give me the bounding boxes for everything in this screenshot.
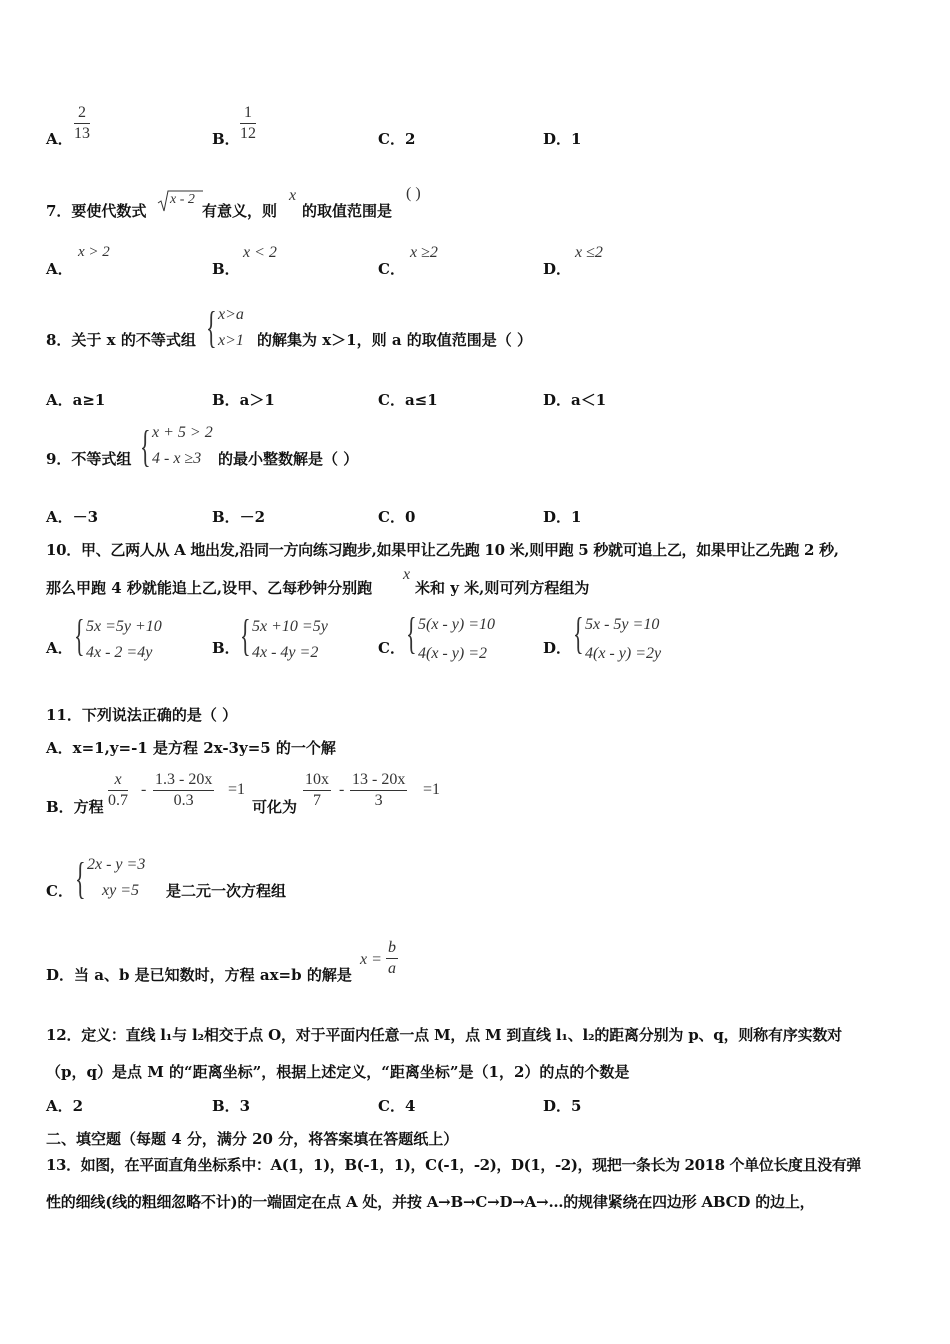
q8-system-line2: x>1 <box>218 332 244 349</box>
q9-system-line2: 4 - x ≥3 <box>152 450 202 467</box>
q7-option-d-expr: x ≤2 <box>575 244 603 261</box>
q8-suffix: 的解集为 x＞1，则 a 的取值范围是（ ） <box>257 331 532 349</box>
q7-option-c-expr: x ≥2 <box>410 244 438 261</box>
q10-d-line1: 5x - 5y =10 <box>585 616 660 633</box>
q9-option-b: B．－2 <box>212 508 266 526</box>
section-heading: 二、填空题（每题 4 分，满分 20 分，将答案填在答题纸上） <box>46 1130 459 1148</box>
q10-option-d-system <box>585 610 661 668</box>
q10-line2-b: 米和 y 米,则可列方程组为 <box>415 579 590 597</box>
q12-option-b: B．3 <box>212 1097 251 1115</box>
q10-c-line1: 5(x - y) =10 <box>418 616 495 633</box>
q8-system <box>218 302 244 354</box>
q11-c-line2: xy =5 <box>102 882 139 899</box>
q12-option-c: C．4 <box>378 1097 416 1115</box>
q10-option-c-system <box>418 610 495 668</box>
q11-title: 11．下列说法正确的是（ ） <box>46 706 238 724</box>
q11-c-system <box>87 852 145 904</box>
q11-b-f1-num: x <box>108 770 128 791</box>
q10-b-line1: 5x +10 =5y <box>252 618 328 635</box>
q9-option-a: A．－3 <box>46 508 99 526</box>
q8-prefix: 8．关于 x 的不等式组 <box>46 331 196 349</box>
q6-option-a-label: A． <box>46 130 73 148</box>
q9-suffix: 的最小整数解是（ ） <box>218 450 359 468</box>
q8-option-a: A．a≥1 <box>46 391 106 409</box>
brace-icon: { <box>573 609 584 658</box>
q6-a-denominator: 13 <box>74 125 90 142</box>
q11-c-suffix: 是二元一次方程组 <box>166 882 287 900</box>
q10-option-a-label: A． <box>46 639 73 657</box>
q10-line2-a: 那么甲跑 4 秒就能追上乙,设甲、乙每秒钟分别跑 <box>46 579 373 597</box>
q11-b-f3-num: 10x <box>303 770 331 791</box>
q9-system <box>152 420 213 472</box>
q11-b-f2-num: 1.3 - 20x <box>153 770 214 791</box>
q13-line2: 性的细线(线的粗细忽略不计)的一端固定在点 A 处，并按 A→B→C→D→A→…的规律紧绕在四边形 ABCD 的边上， <box>46 1193 815 1211</box>
brace-icon: { <box>240 611 251 660</box>
brace-icon: { <box>206 303 217 352</box>
q6-option-b-label: B． <box>212 130 240 148</box>
q7-option-d-label: D． <box>543 260 572 278</box>
q11-b-mid: 可化为 <box>252 798 298 816</box>
q6-b-numerator: 1 <box>240 103 256 124</box>
q11-b-f4-num: 13 - 20x <box>350 770 407 791</box>
q8-option-c: C．a≤1 <box>378 391 438 409</box>
q9-prefix: 9．不等式组 <box>46 450 132 468</box>
q11-d-lhs: x = <box>360 951 382 968</box>
q11-b-f4-den: 3 <box>374 792 383 809</box>
brace-icon: { <box>140 422 151 471</box>
q11-b-fraction-3 <box>303 770 331 811</box>
brace-icon: { <box>406 609 417 658</box>
q8-option-b: B．a＞1 <box>212 391 275 409</box>
q11-b-fraction-2 <box>153 770 214 811</box>
q10-a-line1: 5x =5y +10 <box>86 618 162 635</box>
q11-option-d-text: D．当 a、b 是已知数时，方程 ax=b 的解是 <box>46 966 352 984</box>
q10-option-a-system <box>86 614 162 666</box>
q7-prefix: 7．要使代数式 <box>46 202 147 220</box>
q9-option-d: D．1 <box>543 508 582 526</box>
q7-option-c-label: C． <box>378 260 405 278</box>
brace-icon: { <box>75 854 86 903</box>
q10-var: x <box>403 566 411 583</box>
q10-line1: 10．甲、乙两人从 A 地出发,沿同一方向练习跑步,如果甲让乙先跑 10 米,则甲跑 5 秒就可追上乙，如果甲让乙先跑 2 秒, <box>46 541 839 559</box>
q6-b-denominator: 12 <box>240 125 256 142</box>
q11-b-f3-den: 7 <box>313 792 321 809</box>
q11-d-fraction <box>386 938 398 979</box>
q7-option-a-label: A． <box>46 260 73 278</box>
q11-b-minus-1: - <box>141 781 147 798</box>
q12-line1: 12．定义：直线 l₁与 l₂相交于点 O，对于平面内任意一点 M，点 M 到直线 l₁、l₂的距离分别为 p、q，则称有序实数对 <box>46 1026 842 1044</box>
q6-option-a-fraction <box>74 103 90 144</box>
q10-option-b-system <box>252 614 328 666</box>
q7-option-a-expr: x > 2 <box>78 244 110 260</box>
q10-a-line2: 4x - 2 =4y <box>86 644 153 661</box>
q6-a-numerator: 2 <box>74 103 90 124</box>
q10-option-c-label: C． <box>378 639 405 657</box>
q13-line1: 13．如图，在平面直角坐标系中：A(1，1)，B(-1，1)，C(-1，-2)，D(1，-2)，现把一条长为 2018 个单位长度且没有弹 <box>46 1156 861 1174</box>
q11-b-fraction-4 <box>350 770 407 811</box>
q7-suffix: 的取值范围是 <box>302 202 393 220</box>
q7-radicand: x - 2 <box>170 192 195 207</box>
q9-system-line1: x + 5 > 2 <box>152 424 213 441</box>
q7-mid: 有意义，则 <box>202 202 278 220</box>
q10-c-line2: 4(x - y) =2 <box>418 645 487 662</box>
q12-option-a: A．2 <box>46 1097 84 1115</box>
q6-option-c: C．2 <box>378 130 416 148</box>
q10-option-d-label: D． <box>543 639 572 657</box>
q7-var: x <box>289 187 297 204</box>
q7-option-b-expr: x < 2 <box>243 244 277 261</box>
brace-icon: { <box>74 611 85 660</box>
q6-option-d: D．1 <box>543 130 582 148</box>
q12-option-d: D．5 <box>543 1097 582 1115</box>
q12-line2: （p，q）是点 M 的“距离坐标”，根据上述定义，“距离坐标”是（1，2）的点的个数是 <box>46 1063 630 1081</box>
q11-b-fraction-1 <box>108 770 128 811</box>
q6-option-b-fraction <box>240 103 256 144</box>
q11-option-a: A．x=1,y=-1 是方程 2x-3y=5 的一个解 <box>46 739 336 757</box>
q11-b-eq-1: =1 <box>228 781 246 798</box>
q11-b-eq-2: =1 <box>423 781 441 798</box>
q7-paren: ( ) <box>406 185 421 202</box>
q11-c-line1: 2x - y =3 <box>87 856 146 873</box>
q11-b-f1-den: 0.7 <box>108 792 128 809</box>
q11-d-num: b <box>386 938 398 959</box>
q9-option-c: C．0 <box>378 508 416 526</box>
q10-option-b-label: B． <box>212 639 240 657</box>
q8-option-d: D．a＜1 <box>543 391 607 409</box>
q11-b-minus-2: - <box>339 781 345 798</box>
q10-b-line2: 4x - 4y =2 <box>252 644 319 661</box>
q11-option-b-label: B．方程 <box>46 798 104 816</box>
q11-option-c-label: C． <box>46 882 73 900</box>
q8-system-line1: x>a <box>218 306 244 323</box>
q7-option-b-label: B． <box>212 260 240 278</box>
q11-b-f2-den: 0.3 <box>173 792 194 809</box>
q11-d-den: a <box>388 960 396 977</box>
q10-d-line2: 4(x - y) =2y <box>585 645 662 662</box>
